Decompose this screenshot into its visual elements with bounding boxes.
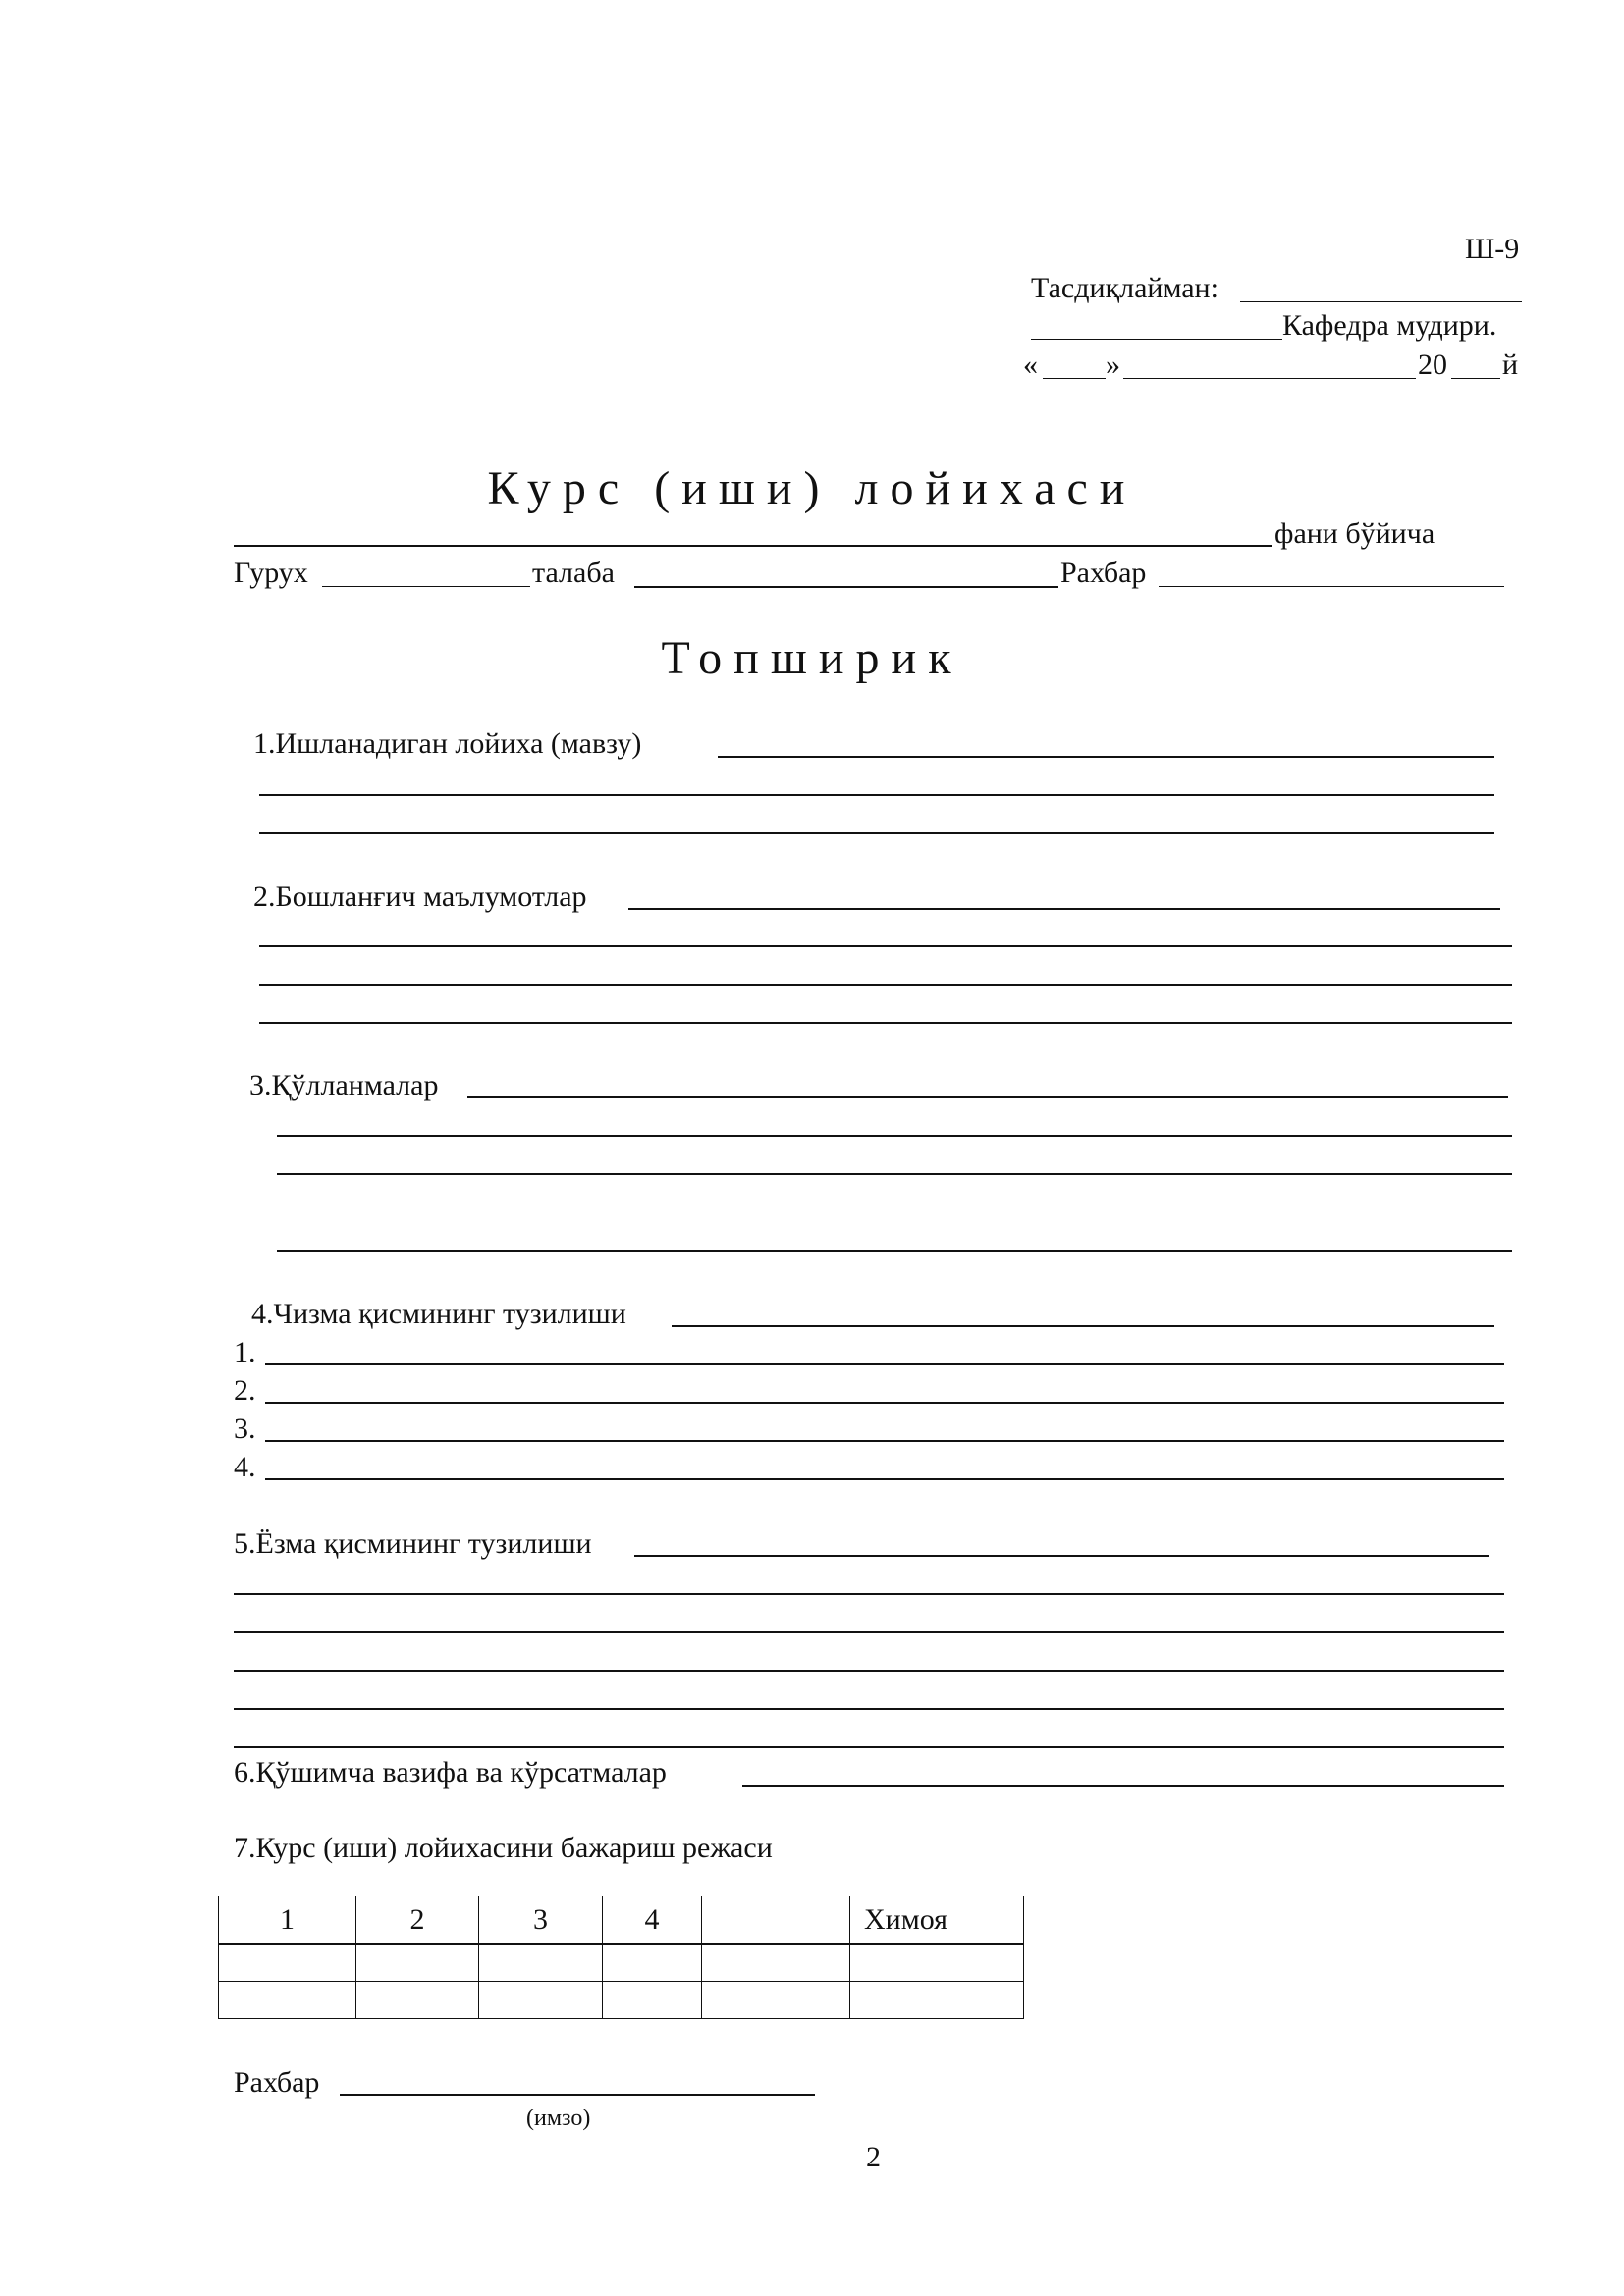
section-5-line-2[interactable] (234, 1593, 1504, 1595)
plan-table-cell[interactable] (603, 1944, 702, 1982)
group-label: Гурух (234, 557, 308, 589)
plan-table-cell[interactable] (850, 1982, 1024, 2019)
plan-table-cell[interactable] (702, 1944, 850, 1982)
subject-suffix-label: фани бўйича (1274, 517, 1435, 550)
section-3-line-1[interactable] (467, 1096, 1508, 1098)
supervisor-field-line[interactable] (1159, 586, 1504, 587)
plan-table-header-cell (702, 1896, 850, 1945)
page-title: Курс (иши) лойихаси (487, 462, 1137, 514)
head-of-department-label: Кафедра мудири. (1282, 309, 1497, 342)
section-2-line-4[interactable] (259, 1022, 1512, 1024)
plan-table-header-cell: 3 (479, 1896, 603, 1945)
plan-table-row (219, 1944, 1024, 1982)
year-suffix: й (1502, 348, 1519, 381)
section-1-line-2[interactable] (259, 794, 1494, 796)
date-year-line[interactable] (1451, 378, 1500, 379)
section-6-line[interactable] (742, 1785, 1504, 1787)
section-5-line-6[interactable] (234, 1746, 1504, 1748)
approve-signature-line[interactable] (1240, 301, 1522, 302)
form-code: Ш-9 (1465, 233, 1520, 265)
plan-table (218, 1896, 1024, 2019)
section-2-line-1[interactable] (628, 908, 1500, 910)
student-field-line[interactable] (634, 586, 1058, 588)
supervisor-label: Рахбар (1060, 557, 1147, 589)
date-month-line[interactable] (1123, 378, 1416, 379)
section-4-label: 4.Чизма қисмининг тузилиши (251, 1298, 626, 1330)
section-4-item-4-number: 4. (234, 1451, 256, 1483)
plan-table-header-cell: 4 (603, 1896, 702, 1945)
date-open-quote: « (1023, 348, 1038, 381)
section-4-item-1-number: 1. (234, 1336, 256, 1368)
department-name-line[interactable] (1031, 339, 1282, 340)
section-4-item-3-line[interactable] (265, 1440, 1504, 1442)
section-2-line-2[interactable] (259, 945, 1512, 947)
section-6-label: 6.Қўшимча вазифа ва кўрсатмалар (234, 1756, 667, 1789)
plan-table-cell[interactable] (603, 1982, 702, 2019)
plan-table-header-cell: 1 (219, 1896, 356, 1945)
student-label: талаба (532, 557, 615, 589)
section-5-line-1[interactable] (634, 1555, 1489, 1557)
section-1-line-3[interactable] (259, 832, 1494, 834)
plan-table-cell[interactable] (479, 1982, 603, 2019)
section-4-item-1-line[interactable] (265, 1363, 1504, 1365)
section-3-line-3[interactable] (277, 1173, 1512, 1175)
subject-field-line[interactable] (234, 545, 1272, 547)
section-5-line-4[interactable] (234, 1670, 1504, 1672)
section-5-line-5[interactable] (234, 1708, 1504, 1710)
approve-label: Тасдиқлайман: (1031, 272, 1218, 304)
signature-line[interactable] (340, 2094, 815, 2096)
section-4-item-3-number: 3. (234, 1413, 256, 1445)
plan-table-cell[interactable] (850, 1944, 1024, 1982)
section-2-label: 2.Бошланғич маълумотлар (253, 881, 587, 913)
section-1-line-1[interactable] (718, 756, 1494, 758)
page-number: 2 (866, 2141, 881, 2173)
plan-table-row (219, 1982, 1024, 2019)
year-prefix: 20 (1418, 348, 1447, 381)
date-day-line[interactable] (1043, 378, 1106, 379)
signature-caption: (имзо) (526, 2106, 591, 2131)
section-5-label: 5.Ёзма қисмининг тузилиши (234, 1527, 592, 1560)
section-3-line-2[interactable] (277, 1135, 1512, 1137)
section-4-line[interactable] (672, 1325, 1494, 1327)
plan-table-cell[interactable] (356, 1982, 479, 2019)
plan-table-cell[interactable] (356, 1944, 479, 1982)
assignment-title: Топширик (661, 632, 963, 684)
section-1-label: 1.Ишланадиган лойиха (мавзу) (253, 727, 642, 760)
plan-table-header-cell: 2 (356, 1896, 479, 1945)
section-4-item-2-line[interactable] (265, 1402, 1504, 1404)
signature-label: Рахбар (234, 2066, 320, 2099)
plan-table-header-cell-defense: Химоя (850, 1896, 1024, 1945)
section-2-line-3[interactable] (259, 984, 1512, 986)
section-4-item-4-line[interactable] (265, 1478, 1504, 1480)
plan-table-cell[interactable] (702, 1982, 850, 2019)
plan-table-cell[interactable] (479, 1944, 603, 1982)
section-3-label: 3.Қўлланмалар (249, 1069, 439, 1101)
plan-table-header-row (219, 1896, 1024, 1945)
section-5-line-3[interactable] (234, 1631, 1504, 1633)
plan-table-cell[interactable] (219, 1982, 356, 2019)
plan-table-cell[interactable] (219, 1944, 356, 1982)
section-3-line-4[interactable] (277, 1250, 1512, 1252)
date-close-quote: » (1106, 348, 1120, 381)
section-4-item-2-number: 2. (234, 1374, 256, 1407)
section-7-label: 7.Курс (иши) лойихасини бажариш режаси (234, 1832, 773, 1864)
group-field-line[interactable] (322, 586, 530, 587)
